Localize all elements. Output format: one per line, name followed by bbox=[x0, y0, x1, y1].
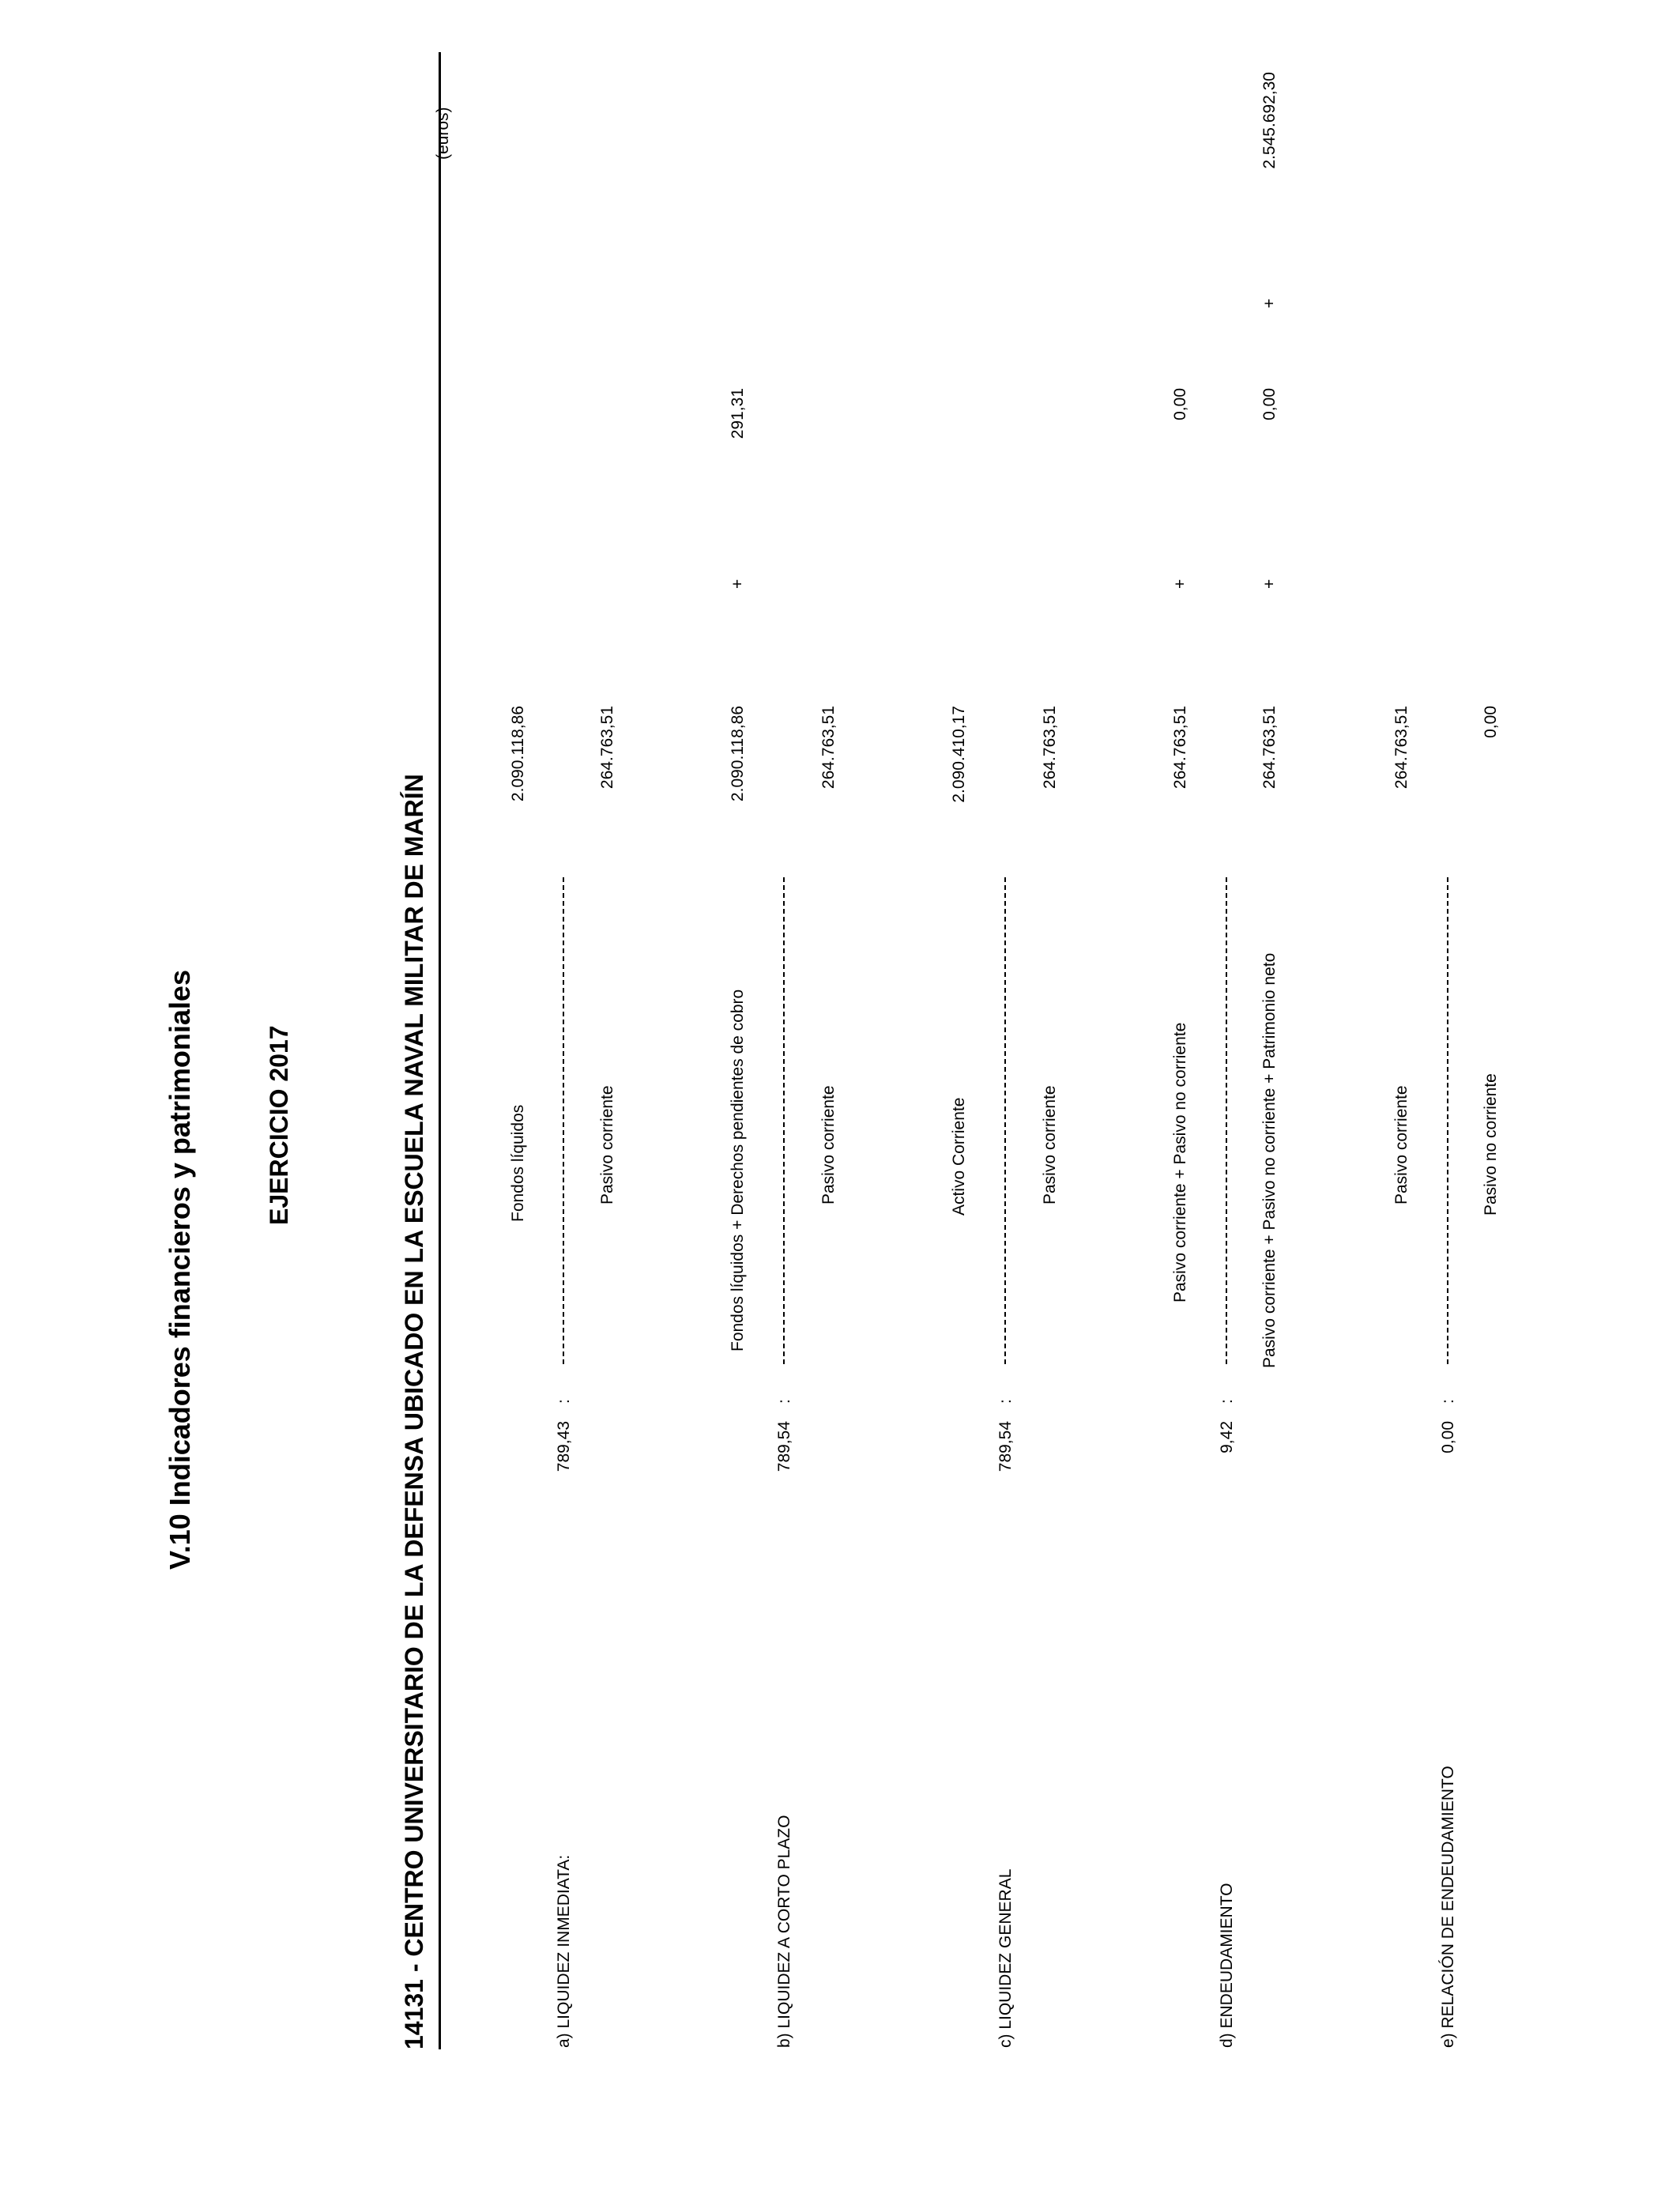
entity-title: 14131 - CENTRO UNIVERSITARIO DE LA DEFENSA UBICADO EN LA ESCUELA NAVAL MILITAR DE MARÍN bbox=[400, 774, 428, 2049]
denominator-value: 264.763,51 bbox=[598, 706, 616, 790]
units-label: (euros) bbox=[434, 107, 452, 160]
numerator-text: Fondos líquidos bbox=[509, 1104, 527, 1222]
denominator-value: 0,00 bbox=[1482, 706, 1500, 738]
plus-sign: + bbox=[1171, 579, 1189, 589]
indicator-value: 789,43 bbox=[555, 1421, 573, 1472]
fraction-line bbox=[1004, 877, 1006, 1364]
indicator-label: e) RELACIÓN DE ENDEUDAMIENTO bbox=[1439, 1766, 1457, 2048]
numerator-value: 2.090.118,86 bbox=[729, 706, 747, 802]
numerator-value: 291,31 bbox=[729, 388, 747, 439]
denominator-value: 264.763,51 bbox=[819, 706, 838, 790]
numerator-text: Fondos líquidos + Derechos pendientes de cobro bbox=[729, 989, 747, 1351]
page-title: V.10 Indicadores financieros y patrimoniales bbox=[164, 970, 196, 1570]
fraction-line bbox=[563, 877, 564, 1364]
header-rule bbox=[439, 52, 441, 2049]
fraction-line bbox=[1226, 877, 1227, 1364]
denominator-value: 264.763,51 bbox=[1260, 706, 1279, 790]
indicator-colon: : bbox=[996, 1399, 1015, 1404]
denominator-value: 264.763,51 bbox=[1041, 706, 1059, 790]
denominator-text: Pasivo corriente bbox=[1041, 1085, 1059, 1204]
numerator-text: Pasivo corriente + Pasivo no corriente bbox=[1171, 1022, 1189, 1302]
numerator-value: 264.763,51 bbox=[1392, 706, 1411, 790]
indicator-label: d) ENDEUDAMIENTO bbox=[1218, 1883, 1236, 2048]
indicator-colon: : bbox=[775, 1399, 793, 1404]
indicator-value: 0,00 bbox=[1439, 1421, 1457, 1453]
indicator-colon: : bbox=[1218, 1399, 1236, 1404]
plus-sign: + bbox=[729, 579, 747, 589]
numerator-value: 264.763,51 bbox=[1171, 706, 1189, 790]
indicator-value: 789,54 bbox=[996, 1421, 1015, 1472]
indicator-colon: : bbox=[555, 1399, 573, 1404]
denominator-text: Pasivo no corriente bbox=[1482, 1073, 1500, 1216]
indicator-value: 789,54 bbox=[775, 1421, 793, 1472]
denominator-value: 0,00 bbox=[1260, 388, 1279, 420]
indicator-colon: : bbox=[1439, 1399, 1457, 1404]
plus-sign: + bbox=[1260, 579, 1279, 589]
indicator-label: a) LIQUIDEZ INMEDIATA: bbox=[555, 1854, 573, 2048]
plus-sign: + bbox=[1260, 298, 1279, 308]
numerator-value: 2.090.410,17 bbox=[950, 706, 968, 803]
fraction-line bbox=[1447, 877, 1448, 1364]
numerator-value: 2.090.118,86 bbox=[509, 706, 527, 802]
numerator-text: Activo Corriente bbox=[950, 1097, 968, 1216]
indicator-label: c) LIQUIDEZ GENERAL bbox=[996, 1868, 1015, 2048]
indicator-label: b) LIQUIDEZ A CORTO PLAZO bbox=[775, 1815, 793, 2048]
denominator-text: Pasivo corriente + Pasivo no corriente + Patrimonio neto bbox=[1260, 952, 1279, 1368]
indicator-value: 9,42 bbox=[1218, 1421, 1236, 1453]
denominator-value: 2.545.692,30 bbox=[1260, 72, 1279, 169]
page-subtitle: EJERCICIO 2017 bbox=[265, 1025, 293, 1225]
denominator-text: Pasivo corriente bbox=[819, 1085, 838, 1204]
numerator-text: Pasivo corriente bbox=[1392, 1085, 1411, 1204]
denominator-text: Pasivo corriente bbox=[598, 1085, 616, 1204]
fraction-line bbox=[783, 877, 785, 1364]
numerator-value: 0,00 bbox=[1171, 388, 1189, 420]
